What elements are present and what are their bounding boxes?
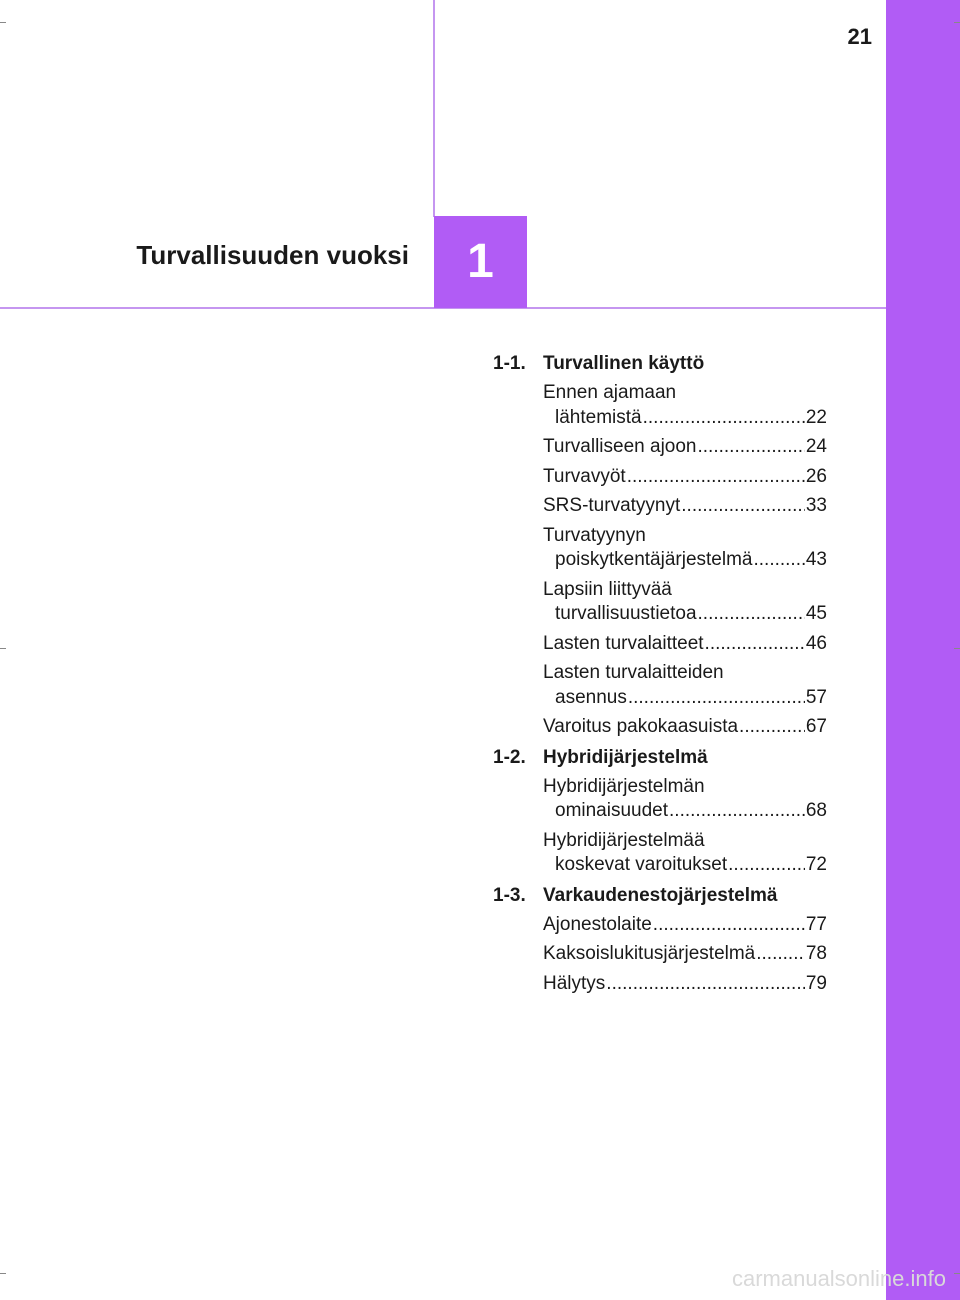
toc-entry-text: Lasten turvalaitteet [543, 632, 704, 654]
toc-entry-line [543, 913, 827, 938]
toc-entry-line [543, 775, 827, 800]
toc-entry[interactable] [543, 578, 827, 627]
toc-section-heading[interactable] [493, 884, 827, 908]
crop-mark [954, 22, 960, 23]
toc-entry-page: 79 [805, 972, 827, 994]
dot-leader [643, 406, 805, 431]
dot-leader [681, 494, 805, 519]
toc-entry-line [543, 406, 827, 431]
dot-leader [627, 465, 805, 490]
toc-entry-line [543, 548, 827, 573]
dot-leader [728, 853, 805, 878]
toc-entry-page: 45 [805, 603, 827, 624]
dot-leader [739, 715, 805, 740]
toc-section-number: 1-1. [493, 353, 526, 374]
toc-entry-text: asennus [555, 686, 627, 708]
toc-entry[interactable] [543, 775, 827, 824]
toc-entry-text: Turvavyöt [543, 465, 626, 487]
toc-section [493, 746, 827, 878]
dot-leader [753, 548, 804, 573]
toc-entry-text: Turvalliseen ajoon [543, 436, 697, 457]
chapter-title: Turvallisuuden vuoksi [136, 240, 409, 270]
toc-entry-page: 22 [805, 406, 827, 428]
toc-entry-page: 57 [805, 686, 827, 708]
toc-entry[interactable] [543, 661, 827, 710]
toc-entry[interactable] [543, 913, 827, 938]
toc-section-heading[interactable] [493, 352, 827, 376]
toc-entry-text: Hälytys [543, 972, 606, 994]
dot-leader [606, 972, 805, 997]
toc-entry[interactable] [543, 715, 827, 740]
toc-entry-line [543, 661, 827, 686]
toc-entry-line [543, 494, 827, 519]
toc-entry-text: poiskytkentäjärjestelmä [555, 549, 753, 570]
toc-entry-line [543, 853, 827, 878]
dot-leader [756, 942, 805, 967]
toc-entry-text: lähtemistä [555, 406, 642, 428]
toc-entry-text: Turvatyynyn [543, 524, 646, 546]
toc-section-number: 1-3. [493, 884, 526, 906]
toc-entry[interactable] [543, 632, 827, 657]
toc-entry[interactable] [543, 435, 827, 460]
page-number: 21 [847, 24, 872, 49]
toc-entry[interactable] [543, 942, 827, 967]
toc-entry-text: koskevat varoitukset [555, 854, 728, 875]
toc-entry-text: Hybridijärjestelmän [543, 775, 705, 797]
toc-entry-line [543, 632, 827, 657]
dot-leader [698, 435, 805, 460]
toc-entry-text: turvallisuustietoa [555, 603, 697, 624]
crop-mark [0, 648, 6, 649]
chapter-side-tab [886, 0, 960, 1300]
toc-entry-text: Varoitus pakokaasuista [543, 716, 739, 737]
toc-entry-text: Hybridijärjestelmää [543, 829, 705, 851]
toc-entry-line [543, 578, 827, 603]
toc-entry-line [543, 435, 827, 460]
toc-entry[interactable] [543, 972, 827, 997]
chapter-number: 1 [467, 235, 494, 288]
toc-entry-line [543, 465, 827, 490]
toc-section-title: Varkaudenestojärjestelmä [543, 884, 778, 906]
toc-entry-text: Lasten turvalaitteiden [543, 662, 724, 683]
header-vertical-rule [433, 0, 435, 217]
toc-entry[interactable] [543, 381, 827, 430]
toc-entry-text: Lapsiin liittyvää [543, 578, 672, 600]
toc-entry-page: 33 [805, 495, 827, 516]
toc-entry-page: 43 [805, 549, 827, 570]
toc-entry-page: 24 [805, 436, 827, 457]
toc-entry-line [543, 972, 827, 997]
crop-mark [0, 1273, 6, 1274]
toc-entry-page: 26 [805, 465, 827, 487]
toc-section-title: Hybridijärjestelmä [543, 746, 708, 768]
toc-entry-text: ominaisuudet [555, 800, 669, 821]
toc-section-number: 1-2. [493, 746, 526, 768]
toc-entry[interactable] [543, 524, 827, 573]
toc-entry-text: Kaksoislukitusjärjestelmä [543, 943, 756, 964]
toc-section-heading[interactable] [493, 746, 827, 770]
toc-entry-line [543, 686, 827, 711]
dot-leader [628, 686, 805, 711]
toc-entry-page: 68 [805, 800, 827, 821]
toc-entry-line [543, 381, 827, 406]
toc-entry-text: Ennen ajamaan [543, 382, 677, 403]
toc-entry-page: 46 [805, 632, 827, 654]
toc-entry-line [543, 715, 827, 740]
toc-entry-text: Ajonestolaite [543, 913, 652, 935]
toc-section [493, 352, 827, 740]
toc-entry-text: SRS-turvatyynyt [543, 495, 681, 516]
dot-leader [653, 913, 805, 938]
toc-entry-page: 78 [805, 943, 827, 964]
toc-entry-line [543, 799, 827, 824]
toc-entry-line [543, 942, 827, 967]
crop-mark [954, 1273, 960, 1274]
dot-leader [669, 799, 805, 824]
toc-section [493, 884, 827, 997]
toc-entry[interactable] [543, 829, 827, 878]
toc-entry-line [543, 602, 827, 627]
table-of-contents [493, 352, 827, 1002]
toc-entry-page: 72 [805, 854, 827, 875]
dot-leader [698, 602, 805, 627]
watermark: carmanualsonline.info [731, 1266, 946, 1291]
crop-mark [0, 22, 6, 23]
toc-entry-page: 67 [805, 716, 827, 737]
crop-mark [954, 648, 960, 649]
dot-leader [705, 632, 805, 657]
toc-entry-page: 77 [805, 913, 827, 935]
toc-entry[interactable] [543, 465, 827, 490]
toc-entry-line [543, 829, 827, 854]
toc-section-title: Turvallinen käyttö [543, 353, 705, 374]
toc-entry[interactable] [543, 494, 827, 519]
toc-entry-line [543, 524, 827, 549]
chapter-number-box [434, 216, 527, 308]
